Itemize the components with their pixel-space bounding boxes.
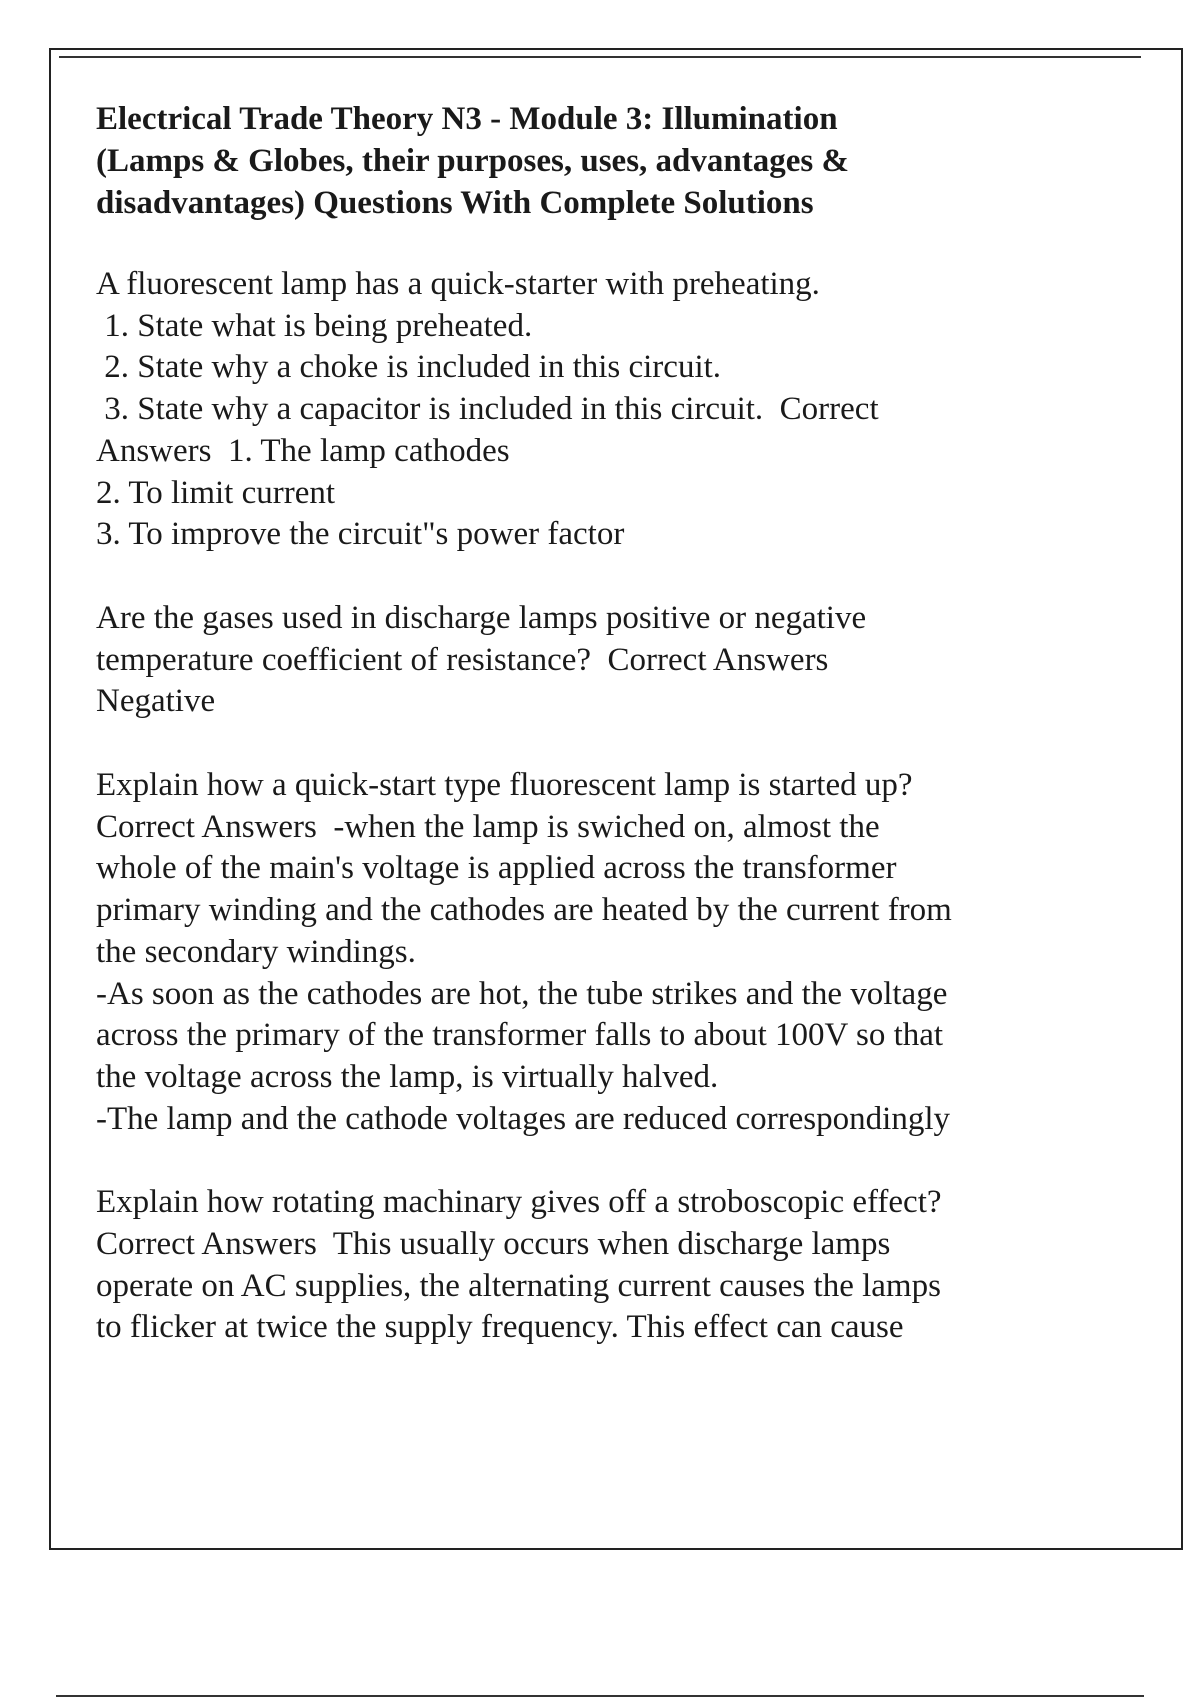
qa-block: [96, 765, 1096, 1140]
qa-line: across the primary of the transformer falls to about 100V so that: [96, 1017, 944, 1054]
qa-line: Correct Answers -when the lamp is swiched on, almost the: [96, 808, 880, 845]
qa-line: A fluorescent lamp has a quick-starter with preheating.: [96, 266, 820, 302]
qa-line: Explain how rotating machinary gives off a stroboscopic effect?: [96, 1184, 942, 1221]
qa-line: Correct Answers This usually occurs when discharge lamps: [96, 1226, 891, 1263]
qa-list: [96, 264, 1096, 1349]
qa-line: the secondary windings.: [96, 933, 416, 970]
qa-line: 2. To limit current: [96, 474, 336, 511]
top-divider: [59, 56, 1141, 58]
qa-line: Explain how a quick-start type fluorescent lamp is started up?: [96, 767, 913, 804]
qa-line: -The lamp and the cathode voltages are reduced correspondingly: [96, 1100, 950, 1137]
qa-block: [96, 264, 1096, 556]
qa-line: 3. State why a capacitor is included in this circuit. Correct: [96, 391, 879, 428]
qa-line: temperature coefficient of resistance? Correct Answers: [96, 641, 829, 678]
qa-line: to flicker at twice the supply frequency. This effect can cause: [96, 1309, 904, 1346]
qa-line: whole of the main's voltage is applied across the transformer: [96, 850, 897, 887]
document-title: Electrical Trade Theory N3 - Module 3: Illumination (Lamps & Globes, their purposes, uses, advantages & disadvantages) Questions With Complete Solutions: [96, 101, 849, 221]
qa-line: Answers 1. The lamp cathodes: [96, 432, 510, 469]
bottom-divider: [56, 1695, 1144, 1697]
qa-line: 3. To improve the circuit"s power factor: [96, 516, 625, 553]
qa-line: 2. State why a choke is included in this circuit.: [96, 349, 722, 386]
document-body: [96, 98, 1096, 1391]
qa-line: primary winding and the cathodes are heated by the current from: [96, 892, 952, 929]
qa-line: Negative: [96, 683, 216, 720]
qa-line: 1. State what is being preheated.: [96, 307, 533, 344]
qa-block: [96, 1182, 1096, 1349]
qa-line: -As soon as the cathodes are hot, the tube strikes and the voltage: [96, 975, 948, 1012]
qa-line: the voltage across the lamp, is virtually halved.: [96, 1058, 719, 1095]
qa-line: Are the gases used in discharge lamps positive or negative: [96, 599, 867, 636]
qa-block: [96, 598, 1096, 723]
qa-line: operate on AC supplies, the alternating current causes the lamps: [96, 1267, 941, 1304]
